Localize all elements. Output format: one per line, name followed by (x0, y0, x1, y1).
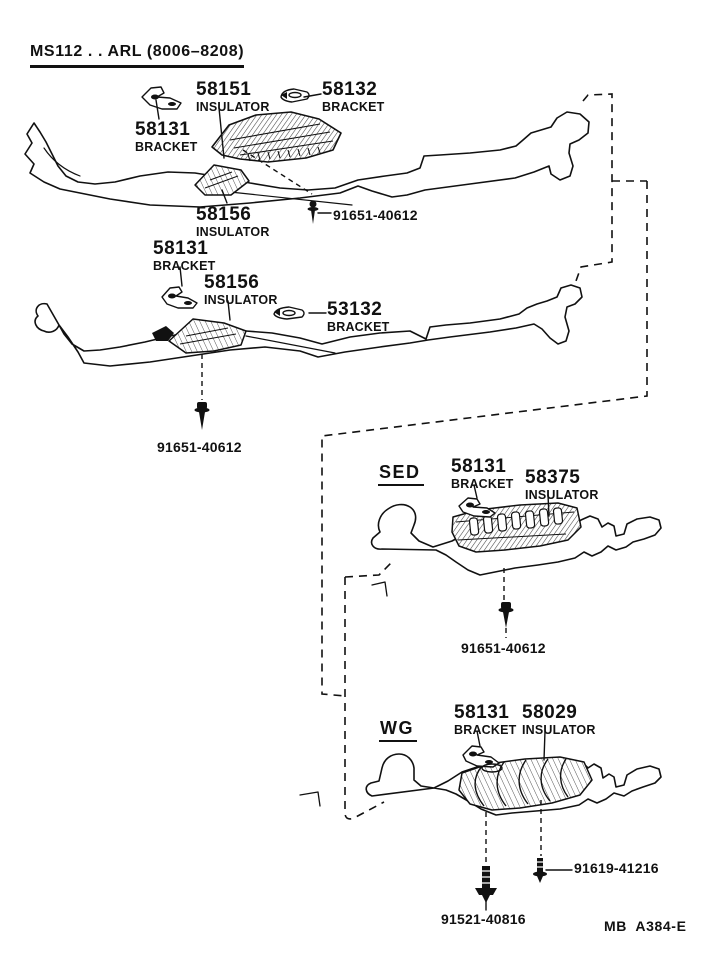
part-kind: BRACKET (327, 320, 390, 334)
part-number: 58131 (153, 238, 209, 259)
insulator-58151 (212, 112, 341, 162)
drawing-code: MB A384-E (604, 918, 687, 934)
callout-91521-40816: 91521-40816 (441, 911, 526, 927)
part-number: 58151 (196, 79, 252, 100)
part-kind: BRACKET (451, 477, 514, 491)
part-number: 58132 (322, 79, 378, 100)
part-kind: INSULATOR (204, 293, 278, 307)
bracket-58131-mid-icon (162, 287, 197, 308)
callout-58151-insulator (196, 80, 270, 114)
part-number: 53132 (327, 299, 383, 320)
callout-58131-bracket-mid (153, 239, 216, 273)
callout-91651-40612-top: 91651-40612 (333, 207, 418, 223)
part-number: 58131 (451, 456, 507, 477)
part-kind: INSULATOR (196, 100, 270, 114)
insulator-58156-mid (152, 319, 246, 353)
bracket-53132-icon (274, 307, 304, 319)
callout-58131-bracket-top (135, 120, 198, 154)
callout-58156-insulator-mid (204, 273, 278, 307)
part-number: 58375 (525, 467, 581, 488)
part-kind: INSULATOR (522, 723, 596, 737)
screw-91521-icon (475, 866, 497, 903)
variant-label-wg: WG (379, 719, 417, 742)
part-number: 58156 (204, 272, 260, 293)
callout-58156-insulator-top (196, 205, 270, 239)
screw-91651-top-icon (308, 201, 319, 225)
bracket-58131-top-icon (142, 87, 181, 109)
callout-91619-41216: 91619-41216 (574, 860, 659, 876)
callout-58132-bracket (322, 80, 385, 114)
part-number: 58131 (454, 702, 510, 723)
part-kind: BRACKET (135, 140, 198, 154)
screw-91651-sed-icon (499, 602, 514, 628)
part-kind: BRACKET (322, 100, 385, 114)
part-kind: BRACKET (454, 723, 517, 737)
part-number: 58131 (135, 119, 191, 140)
part-number: 58156 (196, 204, 252, 225)
callout-91651-40612-mid: 91651-40612 (157, 439, 242, 455)
part-number: 58029 (522, 702, 578, 723)
callout-58375-insulator (525, 468, 599, 502)
callout-53132-bracket (327, 300, 390, 334)
callout-58131-bracket-wg (454, 703, 517, 737)
part-kind: INSULATOR (196, 225, 270, 239)
part-kind: BRACKET (153, 259, 216, 273)
part-kind: INSULATOR (525, 488, 599, 502)
callout-58029-insulator (522, 703, 596, 737)
bolt-91619-icon (533, 858, 547, 883)
underbody-mid-view (35, 285, 582, 366)
bracket-58132-icon (281, 89, 309, 102)
page-title: MS112 . . ARL (8006–8208) (30, 44, 244, 68)
screw-91651-mid-icon (195, 402, 210, 430)
callout-91651-40612-sed: 91651-40612 (461, 640, 546, 656)
callout-58131-bracket-sed (451, 457, 514, 491)
variant-label-sed: SED (378, 463, 424, 486)
